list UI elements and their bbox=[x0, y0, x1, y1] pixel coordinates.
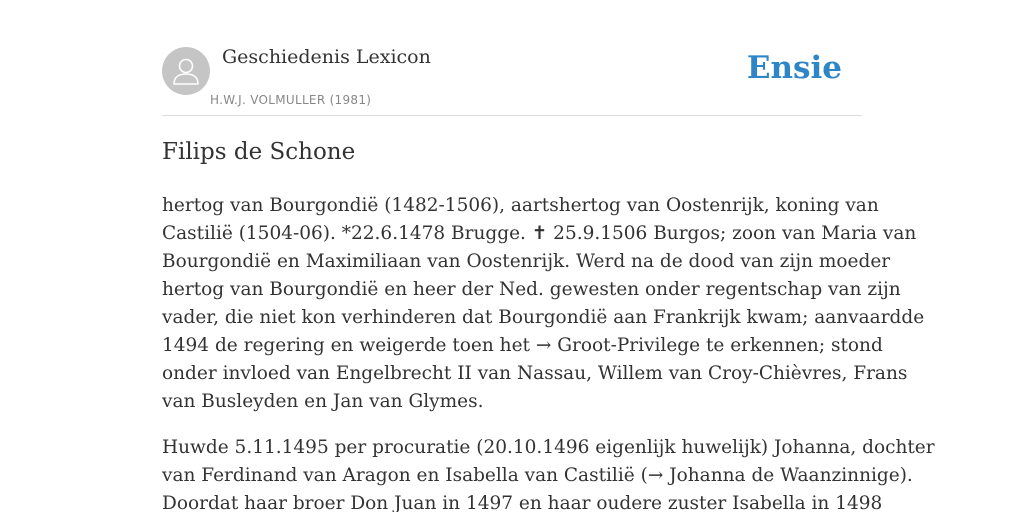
text-line: hertog van Bourgondië (1482-1506), aartshertog van Oostenrijk, koning van bbox=[162, 195, 879, 216]
source-author: H.W.J. VOLMULLER (1981) bbox=[210, 93, 372, 107]
source-header bbox=[162, 0, 862, 116]
text-line: hertog van Bourgondië en heer der Ned. gewesten onder regentschap van zijn bbox=[162, 279, 901, 300]
user-icon bbox=[162, 47, 210, 95]
paragraph-1 bbox=[162, 192, 925, 416]
text-line: Doordat haar broer Don Juan in 1497 en haar oudere zuster Isabella in 1498 bbox=[162, 493, 883, 512]
groot-privilege-link[interactable]: → Groot-Privilege bbox=[535, 335, 701, 356]
text-line: onder invloed van Engelbrecht II van Nassau, Willem van Croy-Chièvres, Frans bbox=[162, 363, 908, 384]
text-line: van Busleyden en Jan van Glymes. bbox=[162, 391, 484, 412]
text-segment: 1494 de regering en weigerde toen het bbox=[162, 335, 536, 356]
entry-title: Filips de Schone bbox=[162, 139, 356, 165]
paragraph-2 bbox=[162, 434, 935, 512]
text-segment: ). bbox=[899, 465, 913, 486]
text-line: Huwde 5.11.1495 per procuratie (20.10.1496 eigenlijk huwelijk) Johanna, dochter bbox=[162, 437, 935, 458]
text-segment: van Ferdinand van Aragon en Isabella van Castilië ( bbox=[162, 465, 648, 486]
text-line: Bourgondië en Maximiliaan van Oostenrijk. Werd na de dood van zijn moeder bbox=[162, 251, 891, 272]
source-avatar[interactable] bbox=[162, 47, 210, 95]
text-line bbox=[162, 332, 883, 360]
text-line: Castilië (1504-06). *22.6.1478 Brugge. ✝ 25.9.1506 Burgos; zoon van Maria van bbox=[162, 223, 917, 244]
johanna-de-waanzinnige-link[interactable]: → Johanna de Waanzinnige bbox=[647, 465, 900, 486]
text-segment: te erkennen; stond bbox=[700, 335, 883, 356]
entry-body bbox=[162, 192, 935, 512]
text-line: vader, die niet kon verhinderen dat Bourgondië aan Frankrijk kwam; aanvaardde bbox=[162, 307, 925, 328]
ensie-logo[interactable]: Ensie bbox=[746, 50, 842, 86]
text-line bbox=[162, 462, 913, 490]
source-title[interactable]: Geschiedenis Lexicon bbox=[222, 46, 431, 68]
